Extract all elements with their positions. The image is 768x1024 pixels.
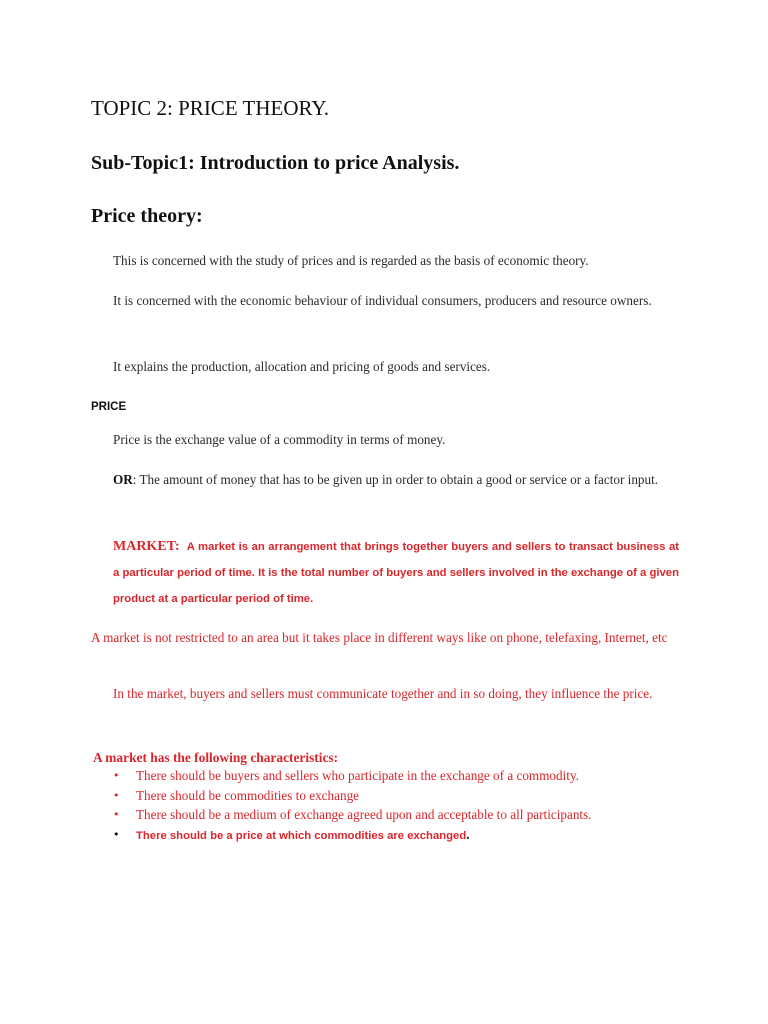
list-item-text: There should be a price at which commodities are exchanged bbox=[136, 829, 467, 842]
list-item-period: . bbox=[466, 826, 470, 842]
paragraph-market-note: A market is not restricted to an area but it takes place in different ways like on phone, telefaxing, Internet, etc bbox=[91, 630, 668, 645]
list-item-text: There should be buyers and sellers who participate in the exchange of a commodity. bbox=[136, 768, 579, 783]
list-item-text: There should be commodities to exchange bbox=[136, 787, 360, 803]
section-heading-price-theory: Price theory: bbox=[91, 205, 203, 227]
paragraph-or-definition bbox=[113, 467, 679, 493]
paragraph-market-communication: In the market, buyers and sellers must communicate together and in so doing, they influence the price. bbox=[113, 686, 653, 701]
paragraph-price-definition: Price is the exchange value of a commodity in terms of money. bbox=[113, 432, 446, 447]
list-item bbox=[110, 766, 690, 786]
bullet-icon: • bbox=[113, 788, 120, 802]
bullet-icon: • bbox=[113, 808, 120, 821]
list-item bbox=[110, 825, 690, 847]
characteristics-list bbox=[110, 766, 690, 846]
or-definition-text: : The amount of money that has to be given up in order to obtain a good or service or a factor input. bbox=[132, 472, 659, 487]
characteristics-heading: A market has the following characteristics: bbox=[93, 750, 339, 765]
list-item bbox=[110, 805, 690, 825]
market-definition-text: A market is an arrangement that brings together buyers and sellers to transact business at a particular period of time. It is the total number of buyers and sellers involved in the exchange of a given product at a particular period of time. bbox=[113, 541, 679, 605]
paragraph-price-theory-2: It is concerned with the economic behaviour of individual consumers, producers and resource owners. bbox=[113, 293, 652, 308]
market-definition-block bbox=[113, 534, 679, 612]
page-title: TOPIC 2: PRICE THEORY. bbox=[91, 96, 330, 120]
or-label: OR bbox=[113, 472, 133, 487]
price-label: PRICE bbox=[91, 401, 127, 413]
market-label: MARKET: bbox=[113, 539, 180, 554]
list-item bbox=[110, 786, 690, 806]
paragraph-price-theory-3: It explains the production, allocation and pricing of goods and services. bbox=[113, 359, 491, 374]
subtopic-heading: Sub-Topic1: Introduction to price Analysis. bbox=[91, 152, 460, 174]
list-item-text: There should be a medium of exchange agreed upon and acceptable to all participants. bbox=[136, 807, 592, 822]
paragraph-price-theory-1: This is concerned with the study of prices and is regarded as the basis of economic theory. bbox=[113, 253, 589, 268]
bullet-icon: • bbox=[113, 827, 120, 841]
bullet-icon: • bbox=[113, 769, 120, 782]
